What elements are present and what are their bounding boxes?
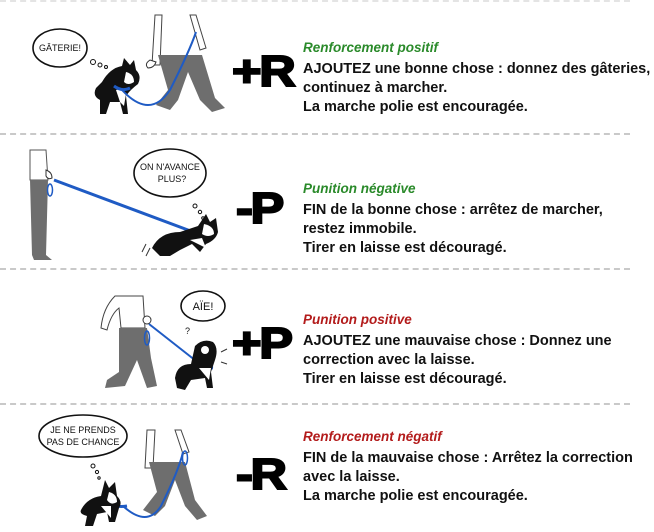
dog-walking-illustration (30, 10, 230, 125)
symbol-plus-r: +R (232, 47, 294, 96)
panel-line: FIN de la mauvaise chose : Arrêtez la correction (303, 450, 633, 466)
thought-bubble (33, 29, 108, 69)
panel-title: Punition négative (303, 181, 416, 196)
panel-text (303, 312, 612, 389)
panel-negative-reinforcement (0, 405, 654, 532)
svg-text:?: ? (185, 326, 191, 336)
panel-line: La marche polie est encouragée. (303, 488, 528, 504)
person-figure (30, 150, 53, 260)
panel-line: correction avec la laisse. (303, 352, 475, 368)
panel-line: restez immobile. (303, 221, 417, 237)
symbol-plus-p: +P (232, 319, 291, 368)
dog-figure (81, 480, 121, 526)
thought-bubble (39, 415, 127, 479)
panel-line: AJOUTEZ une bonne chose : donnez des gâteries, (303, 61, 651, 77)
panel-title: Renforcement négatif (303, 429, 442, 444)
panel-line: continuez à marcher. (303, 80, 448, 96)
speech-bubble (181, 291, 225, 336)
symbol-minus-p: -P (236, 184, 282, 233)
person-jerking-leash-illustration (95, 288, 235, 398)
thought-bubble (134, 149, 206, 219)
panel-line: FIN de la bonne chose : arrêtez de marcher, (303, 202, 603, 218)
svg-text:PAS DE CHANCE: PAS DE CHANCE (46, 437, 120, 447)
panel-line: avec la laisse. (303, 469, 400, 485)
panel-text (303, 429, 633, 506)
dog-figure (142, 214, 218, 256)
person-figure (146, 15, 225, 112)
panel-text (303, 181, 603, 258)
panel-line: La marche polie est encouragée. (303, 99, 528, 115)
panel-negative-punishment (0, 135, 654, 269)
svg-text:JE NE PRENDS: JE NE PRENDS (50, 425, 116, 435)
panel-line: Tirer en laisse est découragé. (303, 371, 507, 387)
person-standing-dog-pulling-illustration (20, 140, 235, 265)
panel-line: Tirer en laisse est découragé. (303, 240, 507, 256)
panel-line: AJOUTEZ une mauvaise chose : Donnez une (303, 333, 612, 349)
svg-text:GÂTERIE!: GÂTERIE! (38, 43, 82, 53)
panel-text (303, 40, 650, 117)
panel-positive-punishment (0, 270, 654, 404)
panel-positive-reinforcement (0, 0, 654, 134)
panel-title: Renforcement positif (303, 40, 439, 55)
svg-text:AÏE!: AÏE! (192, 301, 214, 313)
person-figure (101, 296, 157, 388)
svg-text:ON N'AVANCE: ON N'AVANCE (140, 162, 200, 172)
dog-walking-cautious-illustration (35, 410, 235, 532)
svg-text:PLUS?: PLUS? (157, 174, 187, 184)
symbol-minus-r: -R (236, 450, 285, 499)
dog-figure (175, 341, 227, 390)
panel-title: Punition positive (303, 312, 412, 327)
